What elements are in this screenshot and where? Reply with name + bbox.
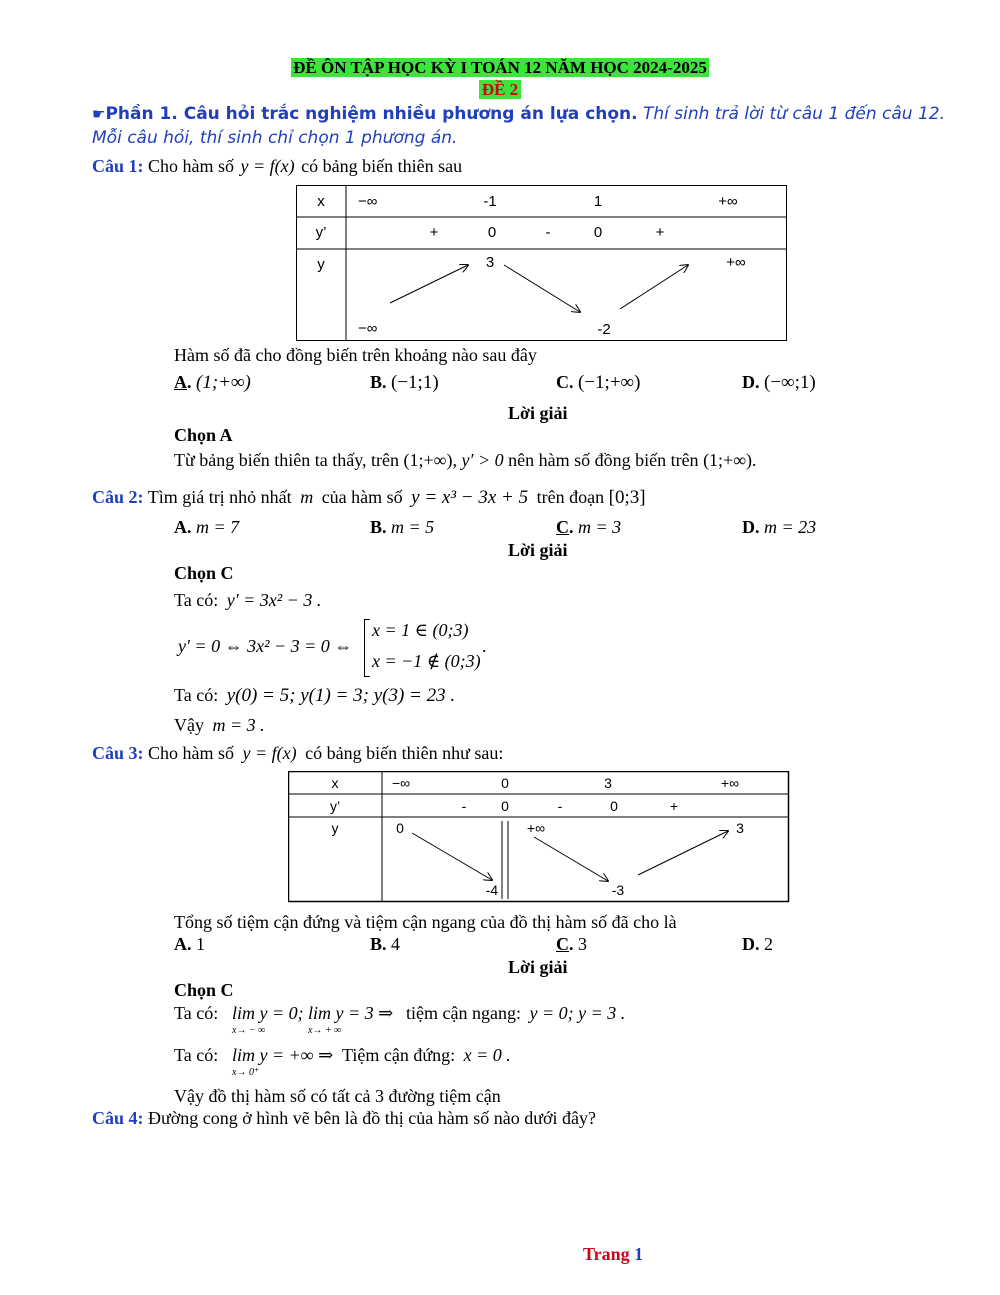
q2-case-1: x = 1 ∈ (0;3) bbox=[372, 620, 469, 640]
q1-y-val: −∞ bbox=[358, 320, 378, 337]
q3-x-val: 0 bbox=[501, 775, 509, 791]
q1-yp-val: + bbox=[655, 224, 665, 241]
q3-yp-label: y’ bbox=[329, 798, 341, 814]
q3-x-label: x bbox=[331, 775, 339, 791]
q3-horizontal-asymptote-line: Ta có: bbox=[174, 1003, 219, 1023]
q3-yp-val: 0 bbox=[610, 798, 618, 814]
q1-option-a[interactable]: A. (1;+∞) bbox=[174, 372, 251, 393]
q3-choice: Chọn C bbox=[174, 980, 234, 1000]
page-number: Trang 1 bbox=[583, 1244, 644, 1264]
q1-arrow-up bbox=[620, 265, 688, 309]
q3-yp-val: 0 bbox=[501, 798, 509, 814]
q3-option-d[interactable]: D. 2 bbox=[742, 934, 773, 954]
q3-solution-title: Lời giải bbox=[508, 957, 568, 977]
q3-y-val: +∞ bbox=[526, 820, 546, 836]
q3-vertical-asymptote: Tiệm cận đứng: x = 0 . bbox=[342, 1045, 511, 1065]
q1-x-val: 1 bbox=[593, 193, 603, 210]
q1-x-val: −∞ bbox=[358, 193, 378, 210]
q3-yp-val: - bbox=[461, 798, 467, 814]
q1-x-label: x bbox=[317, 193, 325, 210]
q2-equation: y′ = 0 ⇔ 3x² − 3 = 0 ⇔ bbox=[178, 636, 353, 656]
q1-y-val: +∞ bbox=[726, 254, 746, 271]
q3-question: Tổng số tiệm cận đứng và tiệm cận ngang của đồ thị hàm số đã cho là bbox=[174, 912, 677, 932]
q3-x-val: +∞ bbox=[720, 775, 740, 791]
q1-yp-val: 0 bbox=[487, 224, 497, 241]
q1-choice: Chọn A bbox=[174, 425, 233, 445]
q2-case-2: x = −1 ∉ (0;3) bbox=[372, 651, 481, 671]
q2-choice: Chọn C bbox=[174, 563, 234, 583]
q2-option-b[interactable]: B. m = 5 bbox=[370, 517, 435, 537]
q1-option-b[interactable]: B. (−1;1) bbox=[370, 372, 439, 393]
page-title: ĐỀ ÔN TẬP HỌC KỲ I TOÁN 12 NĂM HỌC 2024-2025 bbox=[293, 58, 707, 77]
q1-yp-val: - bbox=[545, 224, 551, 241]
q1-solution-title: Lời giải bbox=[508, 403, 568, 423]
q1-arrow-up bbox=[390, 265, 468, 303]
q3-x-val: −∞ bbox=[392, 775, 411, 791]
q3-y-val: 3 bbox=[736, 820, 744, 836]
part1-heading: ☛Phần 1. Câu hỏi trắc nghiệm nhiều phương án lựa chọn. Thí sinh trả lời từ câu 1 đến câu 12. bbox=[92, 104, 945, 124]
q1-yp-label: y’ bbox=[315, 224, 327, 241]
q3-option-a[interactable]: A. 1 bbox=[174, 934, 205, 954]
q1-arrow-down bbox=[504, 265, 580, 312]
exam-number: ĐỀ 2 bbox=[0, 80, 1000, 100]
q1-solution: Từ bảng biến thiên ta thấy, trên (1;+∞), y′ > 0 nên hàm số đồng biến trên (1;+∞). bbox=[174, 450, 757, 470]
q4-stem: Câu 4: Đường cong ở hình vẽ bên là đồ thị của hàm số nào dưới đây? bbox=[92, 1108, 596, 1128]
q1-y-label: y bbox=[317, 256, 325, 273]
q3-yp-val: - bbox=[557, 798, 563, 814]
q1-y-val: 3 bbox=[485, 254, 495, 271]
q1-stem: Câu 1: Cho hàm số y = f(x) có bảng biến thiên sau bbox=[92, 156, 463, 176]
q3-horizontal-asymptote: tiệm cận ngang: y = 0; y = 3 . bbox=[406, 1003, 626, 1023]
q3-option-c[interactable]: C. 3 bbox=[556, 934, 587, 954]
q1-y-val: -2 bbox=[597, 321, 611, 338]
part1-instruction: Mỗi câu hỏi, thí sinh chỉ chọn 1 phương án. bbox=[92, 128, 458, 148]
q3-option-b[interactable]: B. 4 bbox=[370, 934, 401, 954]
q1-yp-val: 0 bbox=[593, 224, 603, 241]
q1-option-c[interactable]: C. (−1;+∞) bbox=[556, 372, 641, 393]
q3-x-val: 3 bbox=[604, 775, 612, 791]
q2-option-c[interactable]: C. m = 3 bbox=[556, 517, 622, 537]
q2-option-a[interactable]: A. m = 7 bbox=[174, 517, 240, 537]
q3-limit-zero-plus: lim y = +∞ ⇒ x→ 0⁺ bbox=[232, 1045, 334, 1078]
q3-conclusion: Vậy đồ thị hàm số có tất cả 3 đường tiệm cận bbox=[174, 1086, 501, 1106]
q3-y-label: y bbox=[331, 820, 339, 836]
q1-x-val: -1 bbox=[483, 193, 497, 210]
q1-x-val: +∞ bbox=[718, 193, 738, 210]
q3-arrow-up bbox=[638, 831, 728, 875]
q3-y-val: 0 bbox=[396, 820, 404, 836]
q3-vertical-asymptote-line: Ta có: bbox=[174, 1045, 219, 1065]
q1-variation-table bbox=[296, 185, 788, 343]
q3-limit-plus-inf: lim y = 3 ⇒ x→ + ∞ bbox=[308, 1003, 394, 1036]
q3-y-val: -3 bbox=[611, 882, 625, 898]
q2-stem: Câu 2: Tìm giá trị nhỏ nhất m của hàm số y = x³ − 3x + 5 trên đoạn [0;3] bbox=[92, 487, 646, 508]
q3-stem: Câu 3: Cho hàm số y = f(x) có bảng biến thiên như sau: bbox=[92, 743, 504, 763]
q2-option-d[interactable]: D. m = 23 bbox=[742, 517, 817, 537]
q3-variation-table bbox=[288, 771, 790, 903]
q2-system-end: . bbox=[482, 636, 487, 656]
pointing-hand-icon: ☛ bbox=[92, 105, 106, 123]
q1-question: Hàm số đã cho đồng biến trên khoảng nào sau đây bbox=[174, 345, 537, 365]
q2-system-bracket bbox=[364, 619, 370, 677]
q1-yp-val: + bbox=[429, 224, 439, 241]
q3-limit-minus-inf: lim y = 0; x→ − ∞ bbox=[232, 1003, 304, 1036]
q3-arrow-down bbox=[412, 833, 492, 880]
q3-yp-val: + bbox=[669, 798, 679, 814]
q1-option-d[interactable]: D. (−∞;1) bbox=[742, 372, 816, 393]
q2-conclusion: Vậy m = 3 . bbox=[174, 715, 265, 735]
q2-solution-title: Lời giải bbox=[508, 540, 568, 560]
q2-values: Ta có: y(0) = 5; y(1) = 3; y(3) = 23 . bbox=[174, 685, 456, 706]
q2-derivative: Ta có: y′ = 3x² − 3 . bbox=[174, 590, 322, 610]
q3-arrow-down bbox=[534, 837, 608, 881]
q3-y-val: -4 bbox=[485, 882, 499, 898]
